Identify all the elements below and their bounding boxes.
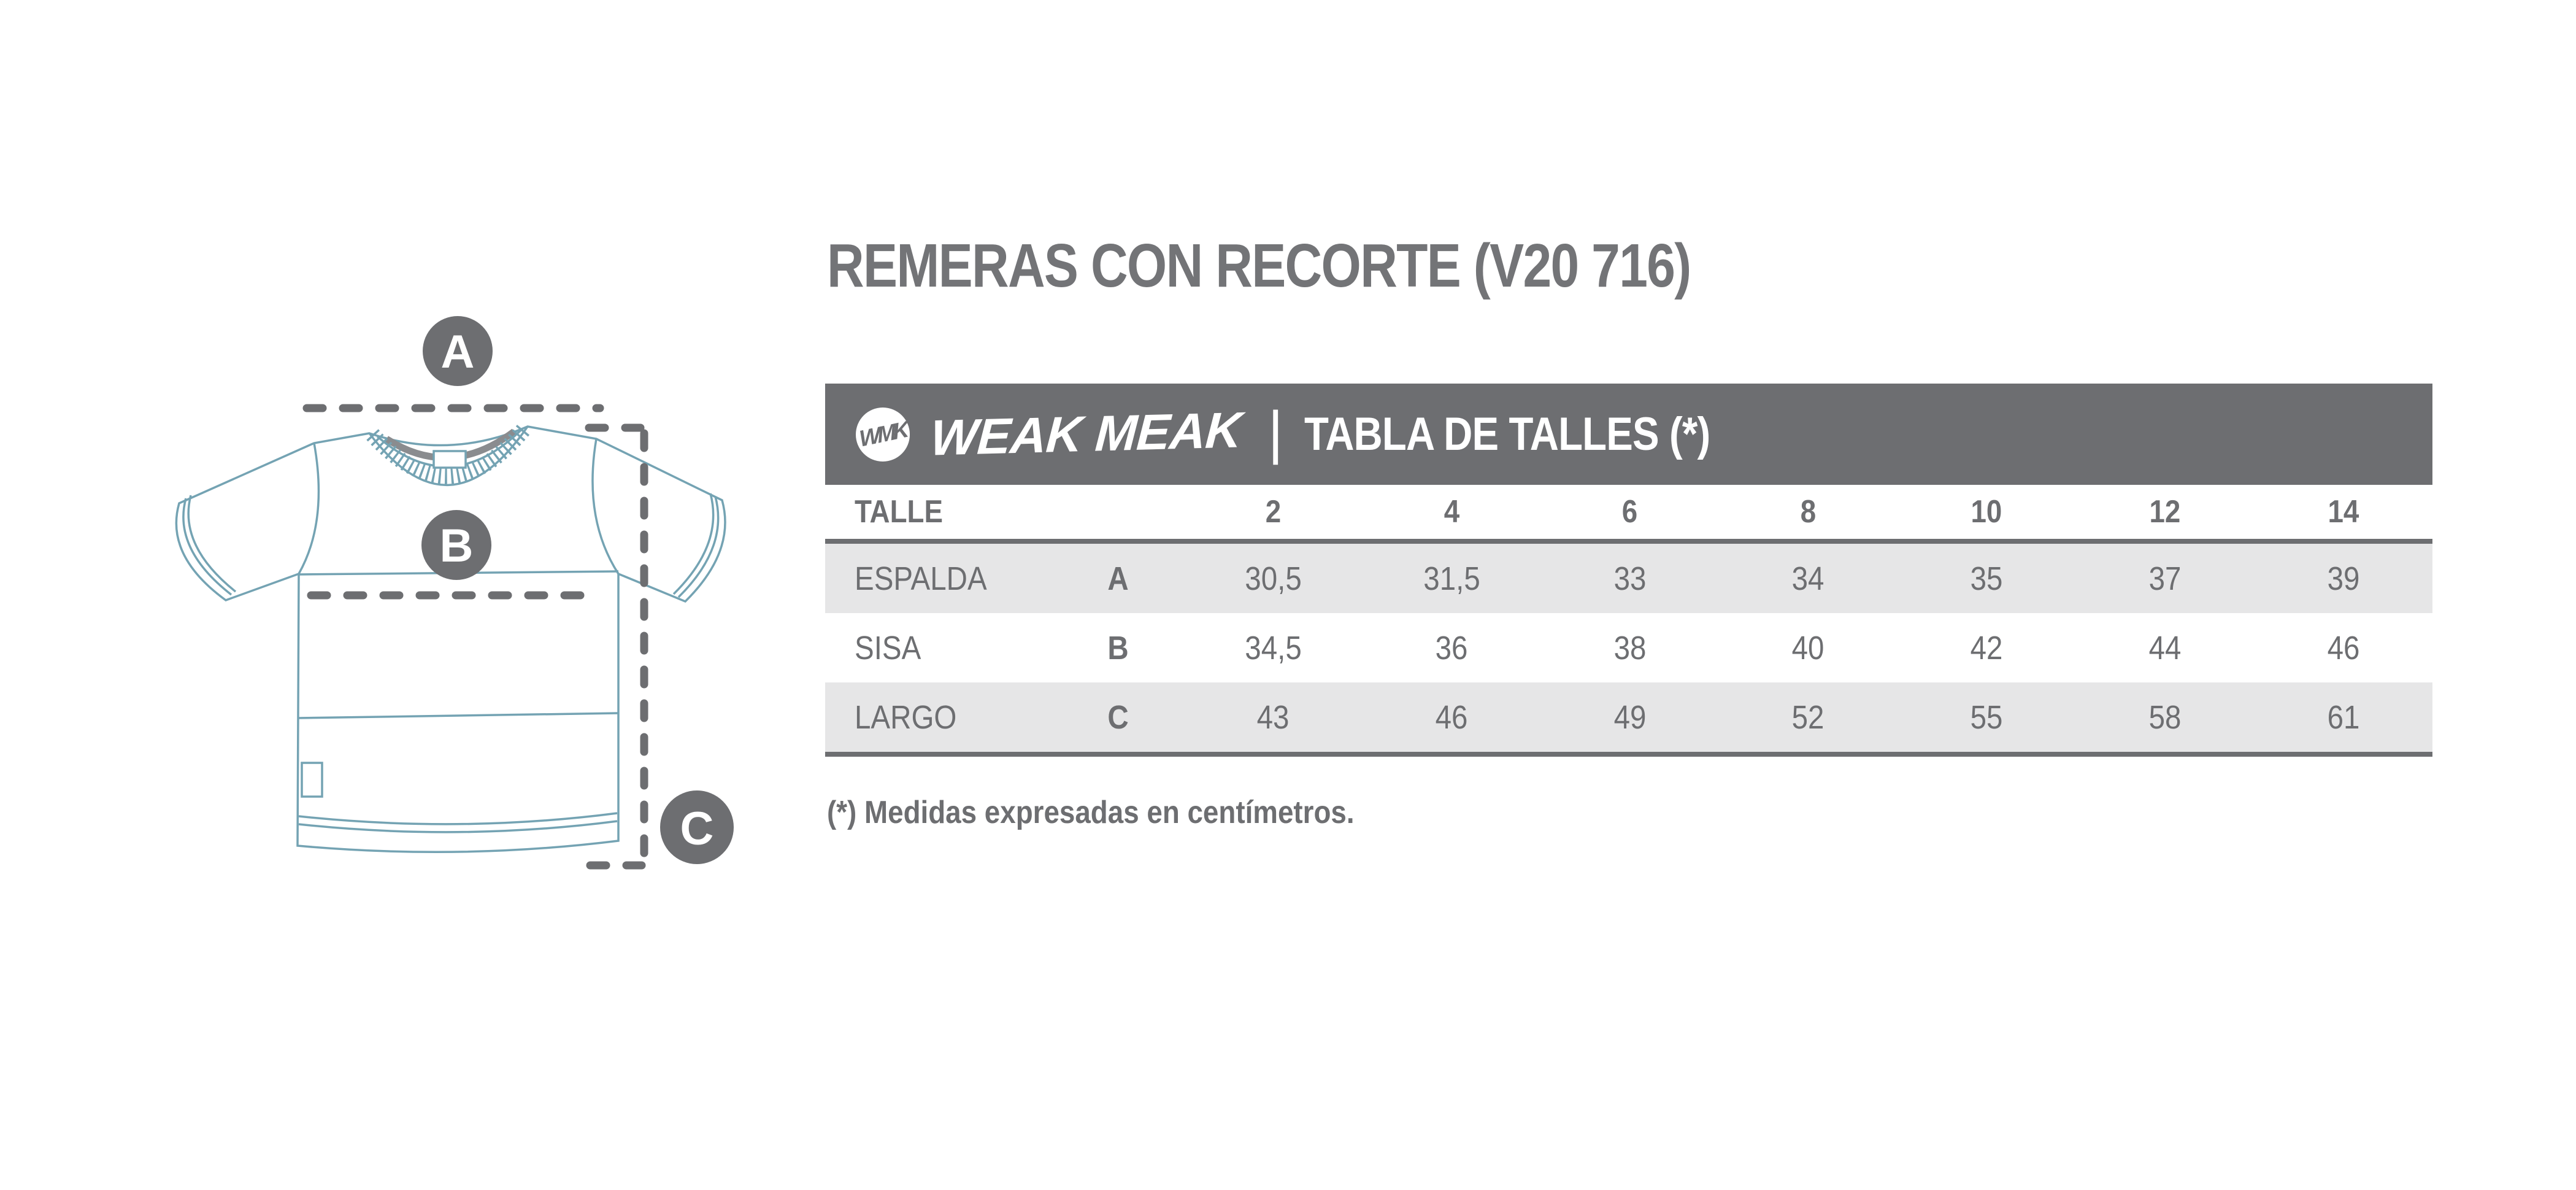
row-letter: A <box>1107 560 1129 597</box>
row-value: 58 <box>2148 698 2182 736</box>
row-value: 30,5 <box>1245 560 1302 597</box>
table-title: TABLA DE TALLES (*) <box>1304 408 1710 460</box>
row-value: 39 <box>2327 560 2360 597</box>
row-letter: C <box>1107 698 1129 736</box>
column-header-size-4: 4 <box>1444 494 1459 530</box>
brand-monogram: WMK <box>858 416 907 452</box>
separator-divider: | <box>1267 399 1283 465</box>
row-value: 61 <box>2327 698 2360 736</box>
row-label: LARGO <box>855 698 957 736</box>
column-header-size-2: 2 <box>1265 494 1282 530</box>
column-header-size-14: 14 <box>2328 494 2359 530</box>
marker-c-label: C <box>680 803 714 855</box>
table-row-espalda <box>825 544 2432 613</box>
row-value: 31,5 <box>1423 560 1480 597</box>
neck-label <box>434 451 466 468</box>
table-row-sisa <box>825 613 2432 682</box>
row-value: 46 <box>2327 629 2360 666</box>
tshirt-measurement-diagram <box>153 295 828 921</box>
size-table-header <box>825 485 2432 539</box>
side-tag <box>302 763 322 797</box>
marker-b-label: B <box>439 520 474 572</box>
row-value: 52 <box>1792 698 1824 736</box>
table-header-rule <box>825 539 2432 544</box>
row-value: 40 <box>1792 629 1824 666</box>
column-header-size-8: 8 <box>1800 494 1817 530</box>
row-letter: B <box>1107 629 1129 666</box>
column-header-talle: TALLE <box>855 494 944 530</box>
page-title: REMERAS CON RECORTE (V20 716) <box>827 231 1691 300</box>
brand-logo <box>856 408 910 462</box>
marker-a-label: A <box>440 326 475 378</box>
row-value: 33 <box>1613 560 1647 597</box>
row-value: 43 <box>1256 698 1290 736</box>
row-value: 35 <box>1970 560 2003 597</box>
row-value: 37 <box>2148 560 2182 597</box>
row-value: 42 <box>1970 629 2003 666</box>
row-value: 36 <box>1435 629 1468 666</box>
column-header-size-10: 10 <box>1970 494 2002 530</box>
column-header-size-6: 6 <box>1622 494 1638 530</box>
table-bottom-rule <box>825 752 2432 757</box>
row-value: 38 <box>1613 629 1647 666</box>
row-value: 44 <box>2148 629 2182 666</box>
row-value: 34 <box>1792 560 1824 597</box>
brand-bar <box>825 384 2432 485</box>
row-value: 46 <box>1435 698 1468 736</box>
row-label: SISA <box>855 629 921 666</box>
footnote: (*) Medidas expresadas en centímetros. <box>827 795 1355 830</box>
row-value: 55 <box>1970 698 2003 736</box>
brand-name: WEAK MEAK <box>928 401 1244 466</box>
row-label: ESPALDA <box>855 560 987 597</box>
table-row-largo <box>825 682 2432 752</box>
row-value: 34,5 <box>1245 629 1302 666</box>
row-value: 49 <box>1613 698 1647 736</box>
column-header-size-12: 12 <box>2149 494 2181 530</box>
